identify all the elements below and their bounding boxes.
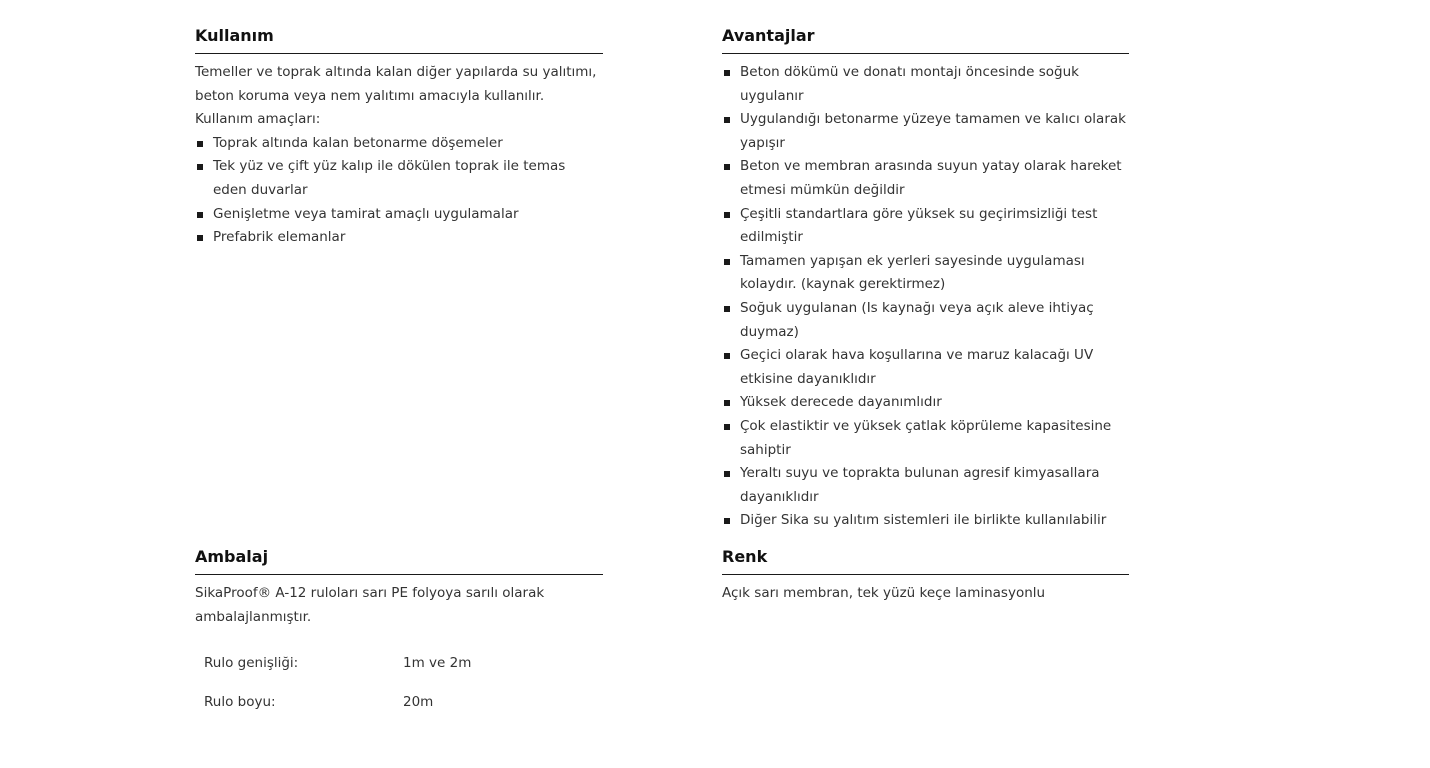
spec-value: 20m: [403, 693, 434, 710]
list-item: Beton ve membran arasında suyun yatay olarak hareket etmesi mümkün değildir: [722, 155, 1129, 202]
table-row: [195, 643, 471, 682]
section-avantajlar: [722, 26, 1129, 533]
spec-value: 1m ve 2m: [403, 654, 472, 671]
list-item: Tamamen yapışan ek yerleri sayesinde uygulaması kolaydır. (kaynak gerektirmez): [722, 250, 1129, 297]
spec-label: Rulo genişliği:: [204, 654, 299, 671]
table-row: [195, 682, 471, 721]
list-item: Çeşitli standartlara göre yüksek su geçirimsizliği test edilmiştir: [722, 203, 1129, 250]
list-item: Beton dökümü ve donatı montajı öncesinde soğuk uygulanır: [722, 61, 1129, 108]
ambalaj-text: SikaProof® A-12 ruloları sarı PE folyoya sarılı olarak ambalajlanmıştır.: [195, 585, 545, 625]
section-title-kullanim: Kullanım: [195, 26, 603, 54]
avantajlar-list: [722, 61, 1129, 533]
section-title-avantajlar: Avantajlar: [722, 26, 1129, 54]
list-item: Yeraltı suyu ve toprakta bulunan agresif kimyasallara dayanıklıdır: [722, 462, 1129, 509]
list-item: Çok elastiktir ve yüksek çatlak köprüleme kapasitesine sahiptir: [722, 415, 1129, 462]
list-item: Diğer Sika su yalıtım sistemleri ile birlikte kullanılabilir: [722, 509, 1129, 533]
section-renk: [722, 547, 1129, 606]
list-item: Geçici olarak hava koşullarına ve maruz kalacağı UV etkisine dayanıklıdır: [722, 344, 1129, 391]
ambalaj-spec-table: [195, 643, 471, 721]
section-title-renk: Renk: [722, 547, 1129, 575]
list-item: Prefabrik elemanlar: [195, 226, 603, 250]
list-item: Yüksek derecede dayanımlıdır: [722, 391, 1129, 415]
list-item: Soğuk uygulanan (Is kaynağı veya açık aleve ihtiyaç duymaz): [722, 297, 1129, 344]
spec-label: Rulo boyu:: [204, 693, 276, 710]
section-kullanim: [195, 26, 603, 250]
kullanim-list: [195, 132, 603, 250]
list-item: Uygulandığı betonarme yüzeye tamamen ve kalıcı olarak yapışır: [722, 108, 1129, 155]
list-item: Genişletme veya tamirat amaçlı uygulamalar: [195, 203, 603, 227]
list-item: Tek yüz ve çift yüz kalıp ile dökülen toprak ile temas eden duvarlar: [195, 155, 603, 202]
renk-text: Açık sarı membran, tek yüzü keçe laminasyonlu: [722, 585, 1046, 601]
kullanim-intro: Temeller ve toprak altında kalan diğer yapılarda su yalıtımı, beton koruma veya nem yalıtımı amacıyla kullanılır. Kullanım amaçları:: [195, 64, 597, 128]
section-ambalaj: [195, 547, 603, 721]
section-title-ambalaj: Ambalaj: [195, 547, 603, 575]
list-item: Toprak altında kalan betonarme döşemeler: [195, 132, 603, 156]
